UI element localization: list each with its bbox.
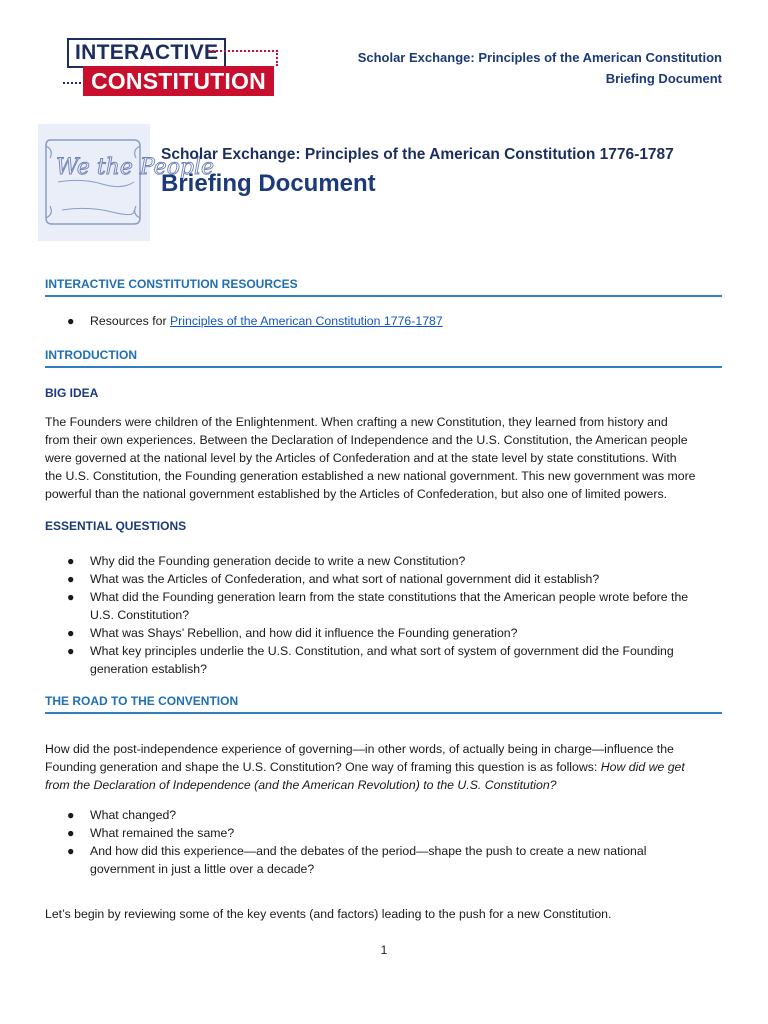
subheading-big-idea: BIG IDEA bbox=[45, 386, 99, 400]
running-header-line-2: Briefing Document bbox=[605, 71, 722, 86]
paragraph-text: Founding generation and shape the U.S. Constitution? One way of framing this question is as follows: bbox=[45, 760, 601, 774]
road-paragraph bbox=[45, 740, 730, 794]
list-item bbox=[45, 312, 730, 330]
paragraph-line: were governed at the national level by the Articles of Confederation and at the state level by state constitutions. With bbox=[45, 451, 677, 465]
we-the-people-scroll-icon bbox=[42, 132, 215, 232]
bullet-icon: ● bbox=[67, 844, 75, 858]
running-header-line-1: Scholar Exchange: Principles of the American Constitution bbox=[357, 50, 722, 65]
logo-dotted-line bbox=[276, 50, 278, 66]
paragraph-line: from their own experiences. Between the Declaration of Independence and the U.S. Constitution, the American people bbox=[45, 433, 688, 447]
paragraph-italic-text: How did we get bbox=[600, 760, 685, 774]
big-idea-paragraph bbox=[45, 413, 730, 503]
paragraph-italic-text: from the Declaration of Independence (and the American Revolution) to the U.S. Constitution? bbox=[45, 778, 557, 792]
list-item bbox=[45, 570, 730, 588]
list-item-text: U.S. Constitution? bbox=[90, 608, 190, 622]
list-item-text: What changed? bbox=[90, 808, 177, 822]
bullet-icon: ● bbox=[67, 590, 75, 604]
list-item-text: What was the Articles of Confederation, and what sort of national government did it establish? bbox=[90, 572, 600, 586]
bullet-icon: ● bbox=[67, 554, 75, 568]
document-subtitle: Scholar Exchange: Principles of the American Constitution 1776-1787 bbox=[161, 146, 674, 163]
section-heading-road-to-convention: THE ROAD TO THE CONVENTION bbox=[45, 694, 722, 714]
bullet-icon: ● bbox=[67, 644, 75, 658]
list-item bbox=[45, 588, 730, 624]
resources-prefix: Resources for bbox=[90, 314, 170, 328]
we-the-people-image bbox=[38, 124, 215, 241]
paragraph-line bbox=[45, 776, 730, 794]
section-heading-resources: INTERACTIVE CONSTITUTION RESOURCES bbox=[45, 277, 722, 297]
principles-link[interactable]: Principles of the American Constitution 1776-1787 bbox=[169, 314, 443, 328]
bullet-icon: ● bbox=[67, 808, 75, 822]
bullet-icon: ● bbox=[67, 626, 75, 640]
bullet-icon: ● bbox=[67, 572, 75, 586]
list-item bbox=[45, 806, 730, 824]
subheading-essential-questions: ESSENTIAL QUESTIONS bbox=[45, 519, 187, 533]
list-item-text: government in just a little over a decade? bbox=[90, 862, 315, 876]
paragraph-line: powerful than the national government established by the Articles of Confederation, but also one of limited powers. bbox=[45, 487, 668, 501]
list-item-text: What key principles underlie the U.S. Constitution, and what sort of system of government did the Founding bbox=[90, 644, 674, 658]
list-item bbox=[45, 642, 730, 678]
list-item-text: Why did the Founding generation decide to write a new Constitution? bbox=[90, 554, 466, 568]
section-heading-introduction: INTRODUCTION bbox=[45, 348, 722, 368]
essential-questions-list bbox=[45, 552, 730, 678]
running-header bbox=[358, 47, 722, 89]
paragraph-line: the U.S. Constitution, the Founding generation established a new national government. This new government was more bbox=[45, 469, 696, 483]
interactive-constitution-logo bbox=[63, 38, 281, 98]
paragraph-line bbox=[45, 758, 730, 776]
bullet-icon: ● bbox=[67, 314, 75, 328]
svg-text:We the People: We the People bbox=[56, 155, 215, 180]
list-item-text: What remained the same? bbox=[90, 826, 235, 840]
document-title: Briefing Document bbox=[161, 170, 376, 197]
paragraph-line: The Founders were children of the Enlightenment. When crafting a new Constitution, they learned from history and bbox=[45, 415, 668, 429]
list-item bbox=[45, 824, 730, 842]
list-item bbox=[45, 624, 730, 642]
logo-line-1: INTERACTIVE bbox=[67, 38, 226, 68]
bullet-icon: ● bbox=[67, 826, 75, 840]
list-item-text: generation establish? bbox=[90, 662, 207, 676]
list-item-text: What did the Founding generation learn from the state constitutions that the American people wrote before the bbox=[90, 590, 689, 604]
list-item-text: And how did this experience—and the debates of the period—shape the push to create a new national bbox=[90, 844, 647, 858]
list-item bbox=[45, 842, 730, 878]
list-item bbox=[45, 552, 730, 570]
closing-paragraph: Let’s begin by reviewing some of the key events (and factors) leading to the push for a new Constitution. bbox=[45, 907, 612, 921]
list-item-text: What was Shays’ Rebellion, and how did it influence the Founding generation? bbox=[90, 626, 518, 640]
resources-list bbox=[45, 312, 730, 330]
paragraph-line: How did the post-independence experience of governing—in other words, of actually being in charge—influence the bbox=[45, 742, 674, 756]
logo-dotted-line bbox=[63, 82, 81, 84]
page-number: 1 bbox=[380, 943, 388, 957]
logo-line-2: CONSTITUTION bbox=[83, 66, 274, 96]
road-questions-list bbox=[45, 806, 730, 878]
logo-dotted-line bbox=[208, 50, 278, 52]
